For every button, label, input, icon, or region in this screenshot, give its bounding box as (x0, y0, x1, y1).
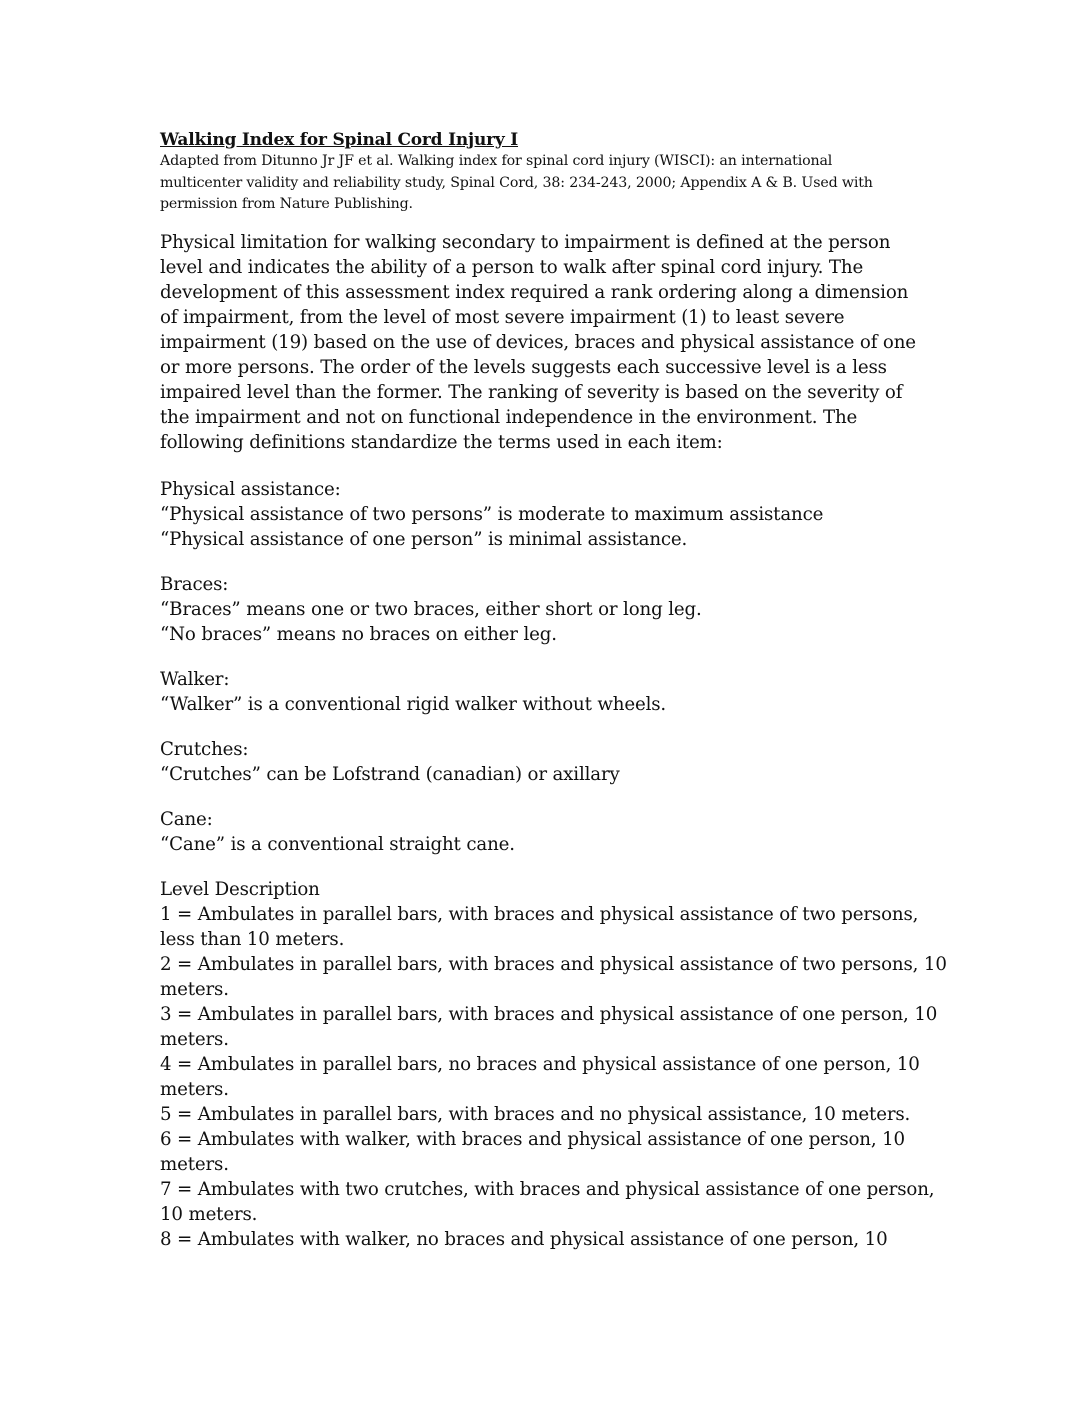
definition-line: “Crutches” can be Lofstrand (canadian) or axillary (160, 763, 620, 785)
definition-line: “No braces” means no braces on either leg. (160, 623, 557, 645)
definition-walker (160, 667, 950, 717)
level-item: 3 = Ambulates in parallel bars, with braces and physical assistance of one person, 10 meters. (160, 1003, 938, 1050)
definition-line: “Walker” is a conventional rigid walker without wheels. (160, 693, 667, 715)
definition-heading: Cane: (160, 808, 213, 830)
definition-line: “Cane” is a conventional straight cane. (160, 833, 515, 855)
level-item: 2 = Ambulates in parallel bars, with braces and physical assistance of two persons, 10 meters. (160, 953, 947, 1000)
level-heading: Level Description (160, 878, 320, 900)
definition-heading: Crutches: (160, 738, 249, 760)
document-page (160, 130, 950, 1252)
definition-braces (160, 572, 950, 647)
definition-heading: Walker: (160, 668, 230, 690)
level-item: 6 = Ambulates with walker, with braces and physical assistance of one person, 10 meters. (160, 1128, 905, 1175)
definition-heading: Braces: (160, 573, 229, 595)
definition-line: “Physical assistance of two persons” is moderate to maximum assistance (160, 503, 824, 525)
level-description-list (160, 877, 950, 1252)
definition-physical-assistance (160, 477, 950, 552)
level-item: 4 = Ambulates in parallel bars, no braces and physical assistance of one person, 10 meters. (160, 1053, 920, 1100)
definition-line: “Braces” means one or two braces, either short or long leg. (160, 598, 702, 620)
citation-text: Adapted from Ditunno Jr JF et al. Walking index for spinal cord injury (WISCI): an international multicenter validity and reliability study, Spinal Cord, 38: 234-243, 2000; Appendix A & B. Used with permission from Nature Publishing. (160, 153, 873, 212)
definition-crutches (160, 737, 950, 787)
intro-paragraph: Physical limitation for walking secondary to impairment is defined at the person level and indicates the ability of a person to walk after spinal cord injury. The development of this assessment index required a rank ordering along a dimension of impairment, from the level of most severe impairment (1) to least severe impairment (19) based on the use of devices, braces and physical assistance of one or more persons. The order of the levels suggests each successive level is a less impaired level than the former. The ranking of severity is based on the severity of the impairment and not on functional independence in the environment. The following definitions standardize the terms used in each item: (160, 231, 916, 453)
document-title: Walking Index for Spinal Cord Injury I (160, 130, 519, 150)
level-item: 1 = Ambulates in parallel bars, with braces and physical assistance of two persons, less than 10 meters. (160, 903, 919, 950)
definition-cane (160, 807, 950, 857)
definition-heading: Physical assistance: (160, 478, 341, 500)
level-item: 7 = Ambulates with two crutches, with braces and physical assistance of one person, 10 meters. (160, 1178, 935, 1225)
definition-line: “Physical assistance of one person” is minimal assistance. (160, 528, 688, 550)
level-item: 5 = Ambulates in parallel bars, with braces and no physical assistance, 10 meters. (160, 1103, 911, 1125)
level-item: 8 = Ambulates with walker, no braces and physical assistance of one person, 10 (160, 1228, 888, 1250)
